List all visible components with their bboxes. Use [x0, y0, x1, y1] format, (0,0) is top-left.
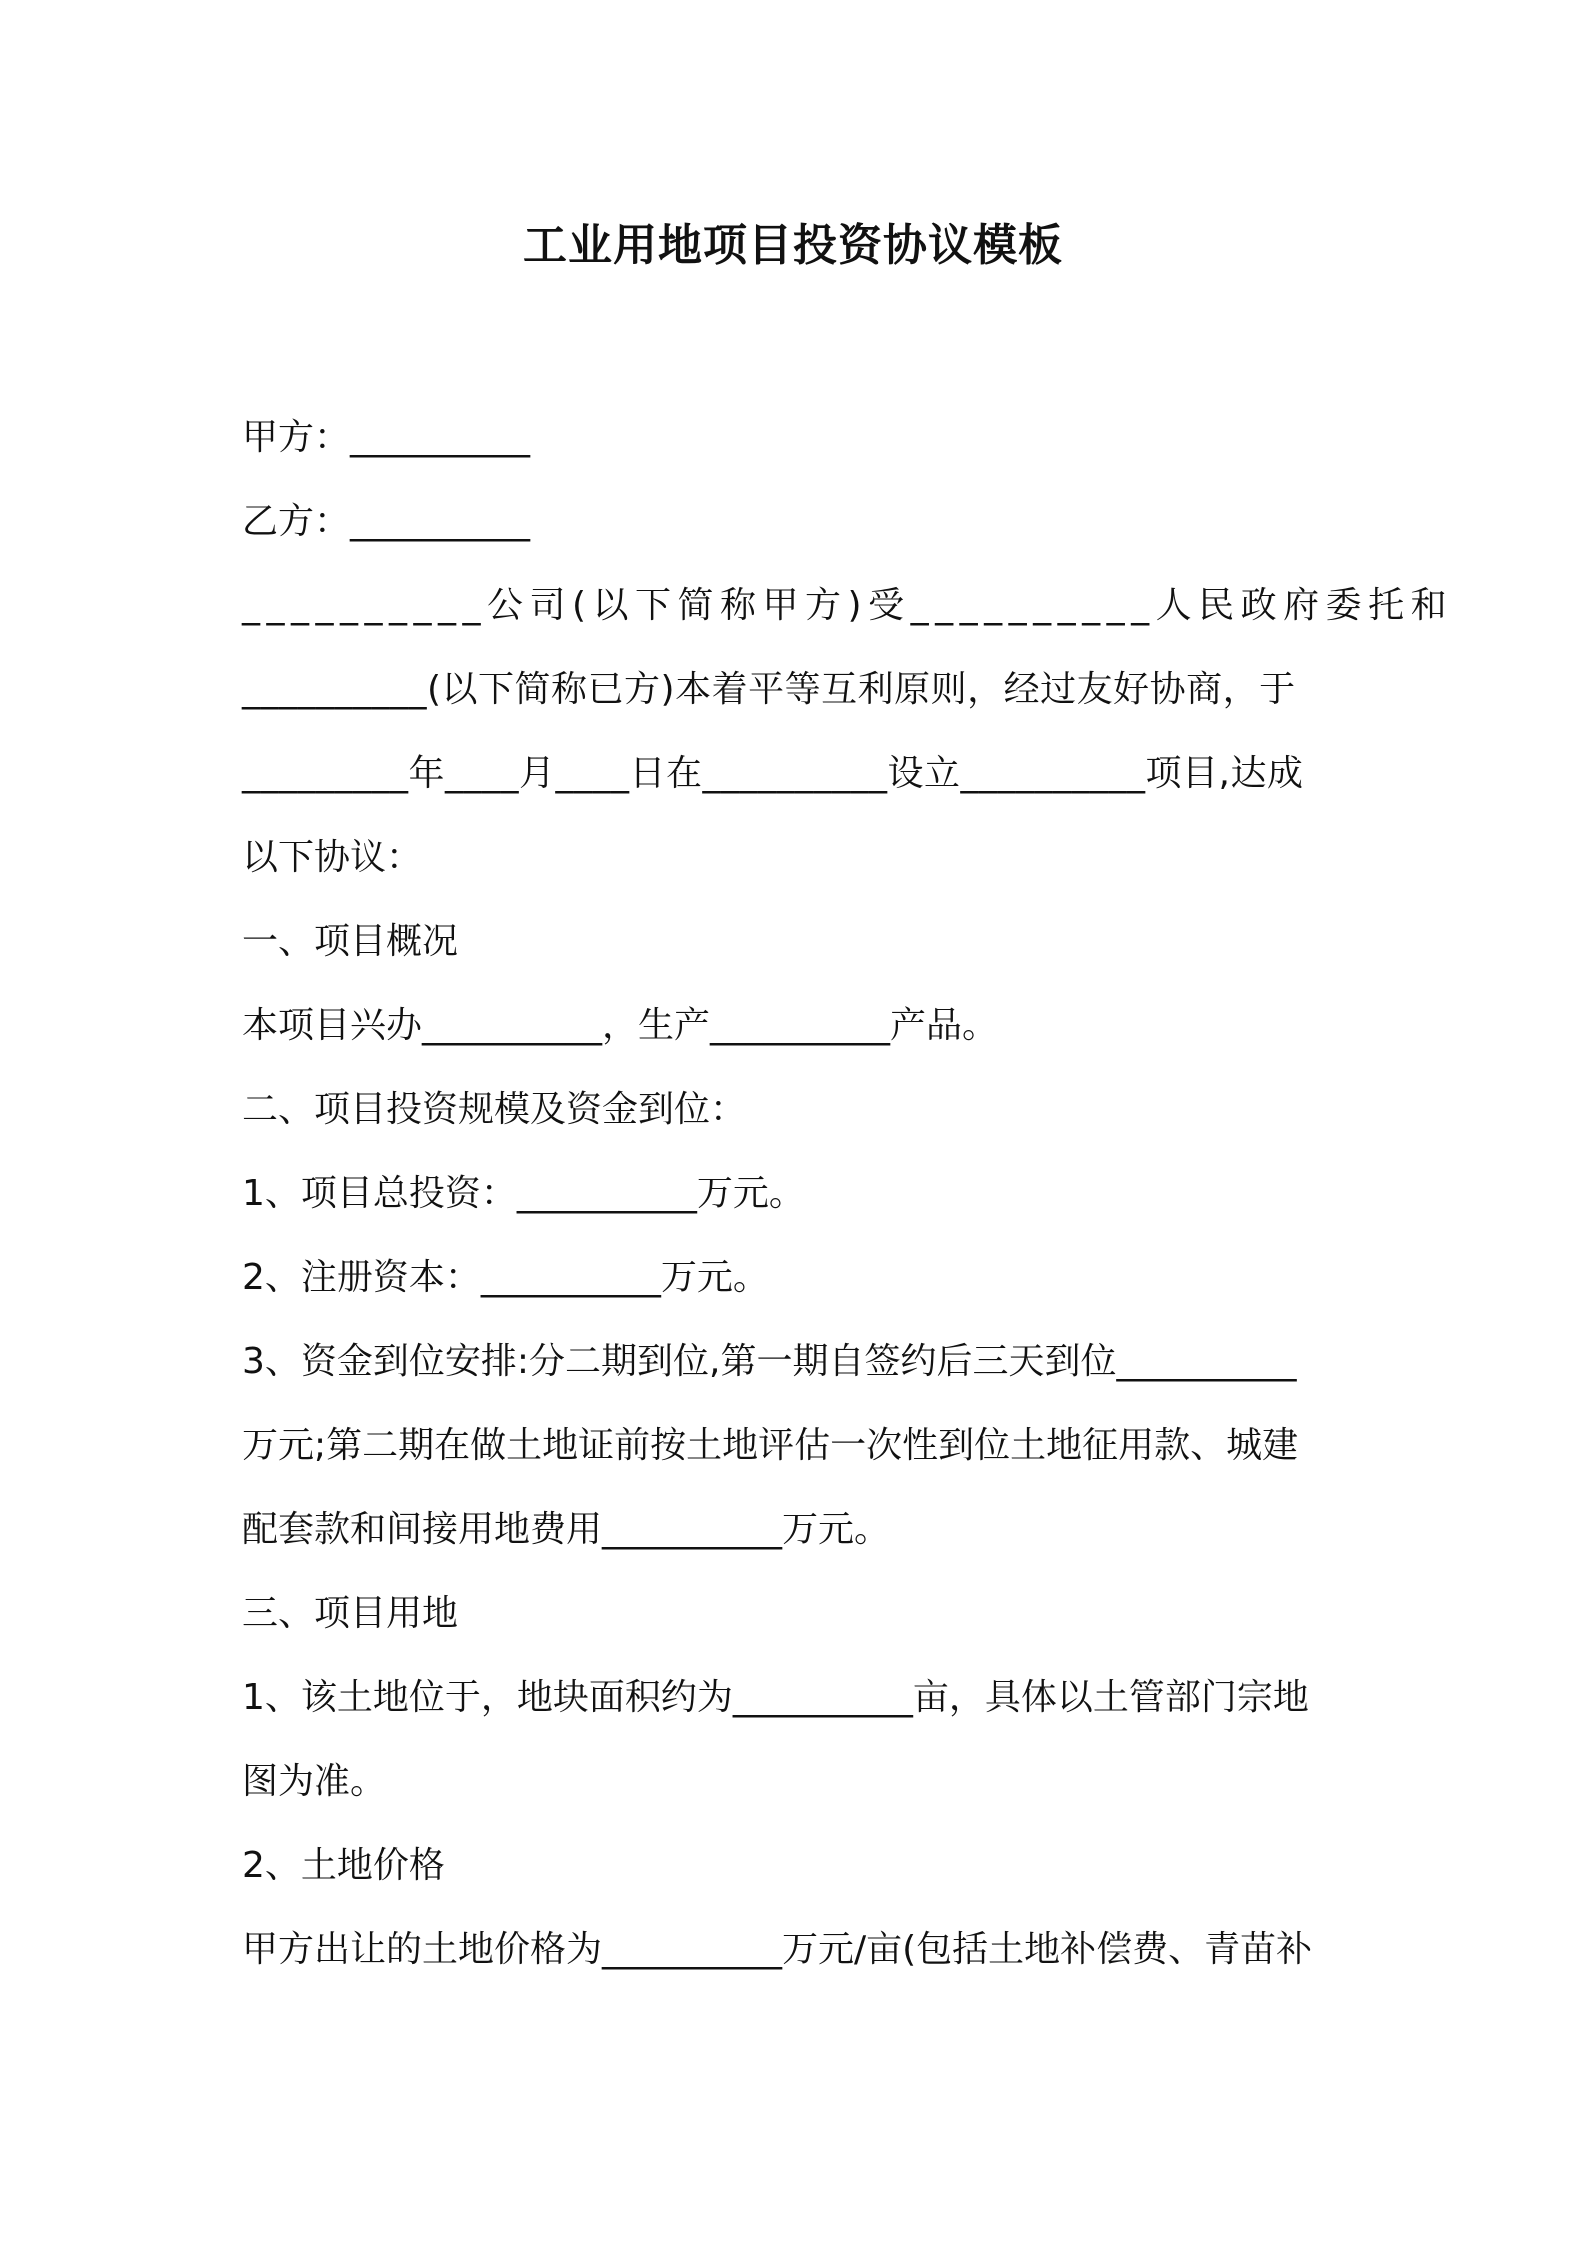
item-funding-schedule-3: 配套款和间接用地费用__________万元。 [242, 1509, 891, 1550]
item-land-price-heading: 2、土地价格 [242, 1845, 445, 1886]
body-line-preamble-3: _________年____月____日在__________设立__________项目,达成 [242, 753, 1304, 794]
party-b-line: 乙方：__________ [242, 501, 531, 542]
body-line-project-overview: 本项目兴办__________，生产__________产品。 [242, 1005, 999, 1046]
body-line-preamble-2: __________(以下简称已方)本着平等互利原则，经过友好协商，于 [242, 669, 1296, 710]
body-line-preamble-4: 以下协议： [242, 837, 423, 878]
item-funding-schedule-1: 3、资金到位安排:分二期到位,第一期自签约后三天到位__________ [242, 1341, 1297, 1382]
section-heading-3: 三、项目用地 [242, 1593, 459, 1634]
item-land-price-text: 甲方出让的土地价格为__________万元/亩(包括土地补偿费、青苗补 [242, 1929, 1313, 1970]
item-land-location-2: 图为准。 [242, 1761, 387, 1802]
section-heading-1: 一、项目概况 [242, 921, 459, 962]
party-a-line: 甲方：__________ [242, 417, 531, 458]
item-funding-schedule-2: 万元;第二期在做土地证前按土地评估一次性到位土地征用款、城建 [242, 1425, 1299, 1466]
document-title: 工业用地项目投资协议模板 [523, 220, 1063, 271]
item-total-investment: 1、项目总投资：__________万元。 [242, 1173, 805, 1214]
item-registered-capital: 2、注册资本：__________万元。 [242, 1257, 769, 1298]
section-heading-2: 二、项目投资规模及资金到位： [242, 1089, 747, 1130]
item-land-location-1: 1、该土地位于，地块面积约为__________亩，具体以土管部门宗地 [242, 1677, 1309, 1718]
body-line-preamble-1: __________公司(以下简称甲方)受__________人民政府委托和 [242, 585, 1454, 626]
